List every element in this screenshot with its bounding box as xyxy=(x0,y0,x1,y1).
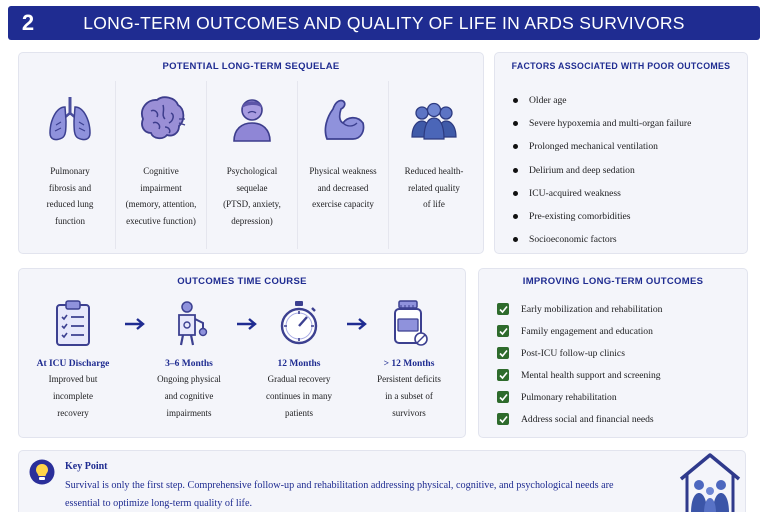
list-item: Socioeconomic factors xyxy=(513,228,691,251)
list-item: Severe hypoxemia and multi-organ failure xyxy=(513,112,691,135)
list-item: Pre-existing comorbidities xyxy=(513,205,691,228)
factors-title: FACTORS ASSOCIATED WITH POOR OUTCOMES xyxy=(511,61,731,71)
checkmark-icon xyxy=(497,303,509,315)
header-bar xyxy=(8,6,760,40)
improving-panel xyxy=(478,268,748,438)
sequelae-title: POTENTIAL LONG-TERM SEQUELAE xyxy=(162,61,340,72)
keypoint-title: Key Point xyxy=(65,461,108,472)
sequela-psychological: Psychological sequelae (PTSD, anxiety, depression) xyxy=(207,81,298,249)
stopwatch-icon xyxy=(277,299,321,347)
brain-icon xyxy=(135,93,187,145)
page-title: LONG-TERM OUTCOMES AND QUALITY OF LIFE IN ARDS SURVIVORS xyxy=(83,12,685,33)
checkmark-icon xyxy=(497,325,509,337)
list-item: Pulmonary rehabilitation xyxy=(497,386,662,408)
clipboard-checklist-icon xyxy=(51,299,95,347)
list-item: Early mobilization and rehabilitation xyxy=(497,298,662,320)
list-item: Address social and financial needs xyxy=(497,408,662,430)
keypoint-panel xyxy=(18,450,746,512)
checkmark-icon xyxy=(497,413,509,425)
list-item: Prolonged mechanical ventilation xyxy=(513,135,691,158)
lightbulb-icon xyxy=(29,459,55,485)
timecourse-title: OUTCOMES TIME COURSE xyxy=(177,276,307,287)
list-item: Older age xyxy=(513,89,691,112)
timecourse-panel xyxy=(18,268,466,438)
list-item: Delirium and deep sedation xyxy=(513,159,691,182)
list-item: Family engagement and education xyxy=(497,320,662,342)
improving-list xyxy=(497,298,662,430)
bullet-icon xyxy=(513,214,518,219)
rehab-person-icon xyxy=(167,299,211,347)
list-item: ICU-acquired weakness xyxy=(513,182,691,205)
person-icon xyxy=(226,93,278,145)
flexed-arm-icon xyxy=(317,93,369,145)
factors-list xyxy=(513,89,691,251)
family-icon xyxy=(408,93,460,145)
timecourse-step-3-6-months: 3–6 Months Ongoing physical and cognitive impairments xyxy=(141,299,237,422)
bullet-icon xyxy=(513,191,518,196)
bullet-icon xyxy=(513,144,518,149)
list-item: Post-ICU follow-up clinics xyxy=(497,342,662,364)
list-item: Mental health support and screening xyxy=(497,364,662,386)
checkmark-icon xyxy=(497,347,509,359)
sequela-quality-of-life: Reduced health- related quality of life xyxy=(389,81,479,249)
bullet-icon xyxy=(513,237,518,242)
timecourse-step-over-12-months: > 12 Months Persistent deficits in a subset of survivors xyxy=(361,299,457,422)
keypoint-text: Survival is only the first step. Comprehensive follow-up and rehabilitation addressing physical, cognitive, and psychological needs are essential to optimize long-term quality of life. xyxy=(65,480,614,509)
timecourse-step-12-months: 12 Months Gradual recovery continues in many patients xyxy=(251,299,347,422)
sequelae-panel xyxy=(18,52,484,254)
bullet-icon xyxy=(513,121,518,126)
family-home-icon xyxy=(677,451,743,512)
checkmark-icon xyxy=(497,369,509,381)
sequela-pulmonary xyxy=(25,81,116,249)
medicine-bottle-icon xyxy=(387,299,431,347)
sequela-label: Pulmonary fibrosis and reduced lung function xyxy=(46,166,94,226)
sequela-cognitive: Cognitive impairment (memory, attention, executive function) xyxy=(116,81,207,249)
checkmark-icon xyxy=(497,391,509,403)
lungs-icon xyxy=(44,93,96,145)
factors-panel xyxy=(494,52,748,254)
bullet-icon xyxy=(513,168,518,173)
improving-title: IMPROVING LONG-TERM OUTCOMES xyxy=(522,276,704,287)
bullet-icon xyxy=(513,98,518,103)
section-number: 2 xyxy=(21,10,35,35)
timecourse-step-icu-discharge: At ICU Discharge Improved but incomplete recovery xyxy=(25,299,121,422)
sequela-physical: Physical weakness and decreased exercise capacity xyxy=(298,81,389,249)
